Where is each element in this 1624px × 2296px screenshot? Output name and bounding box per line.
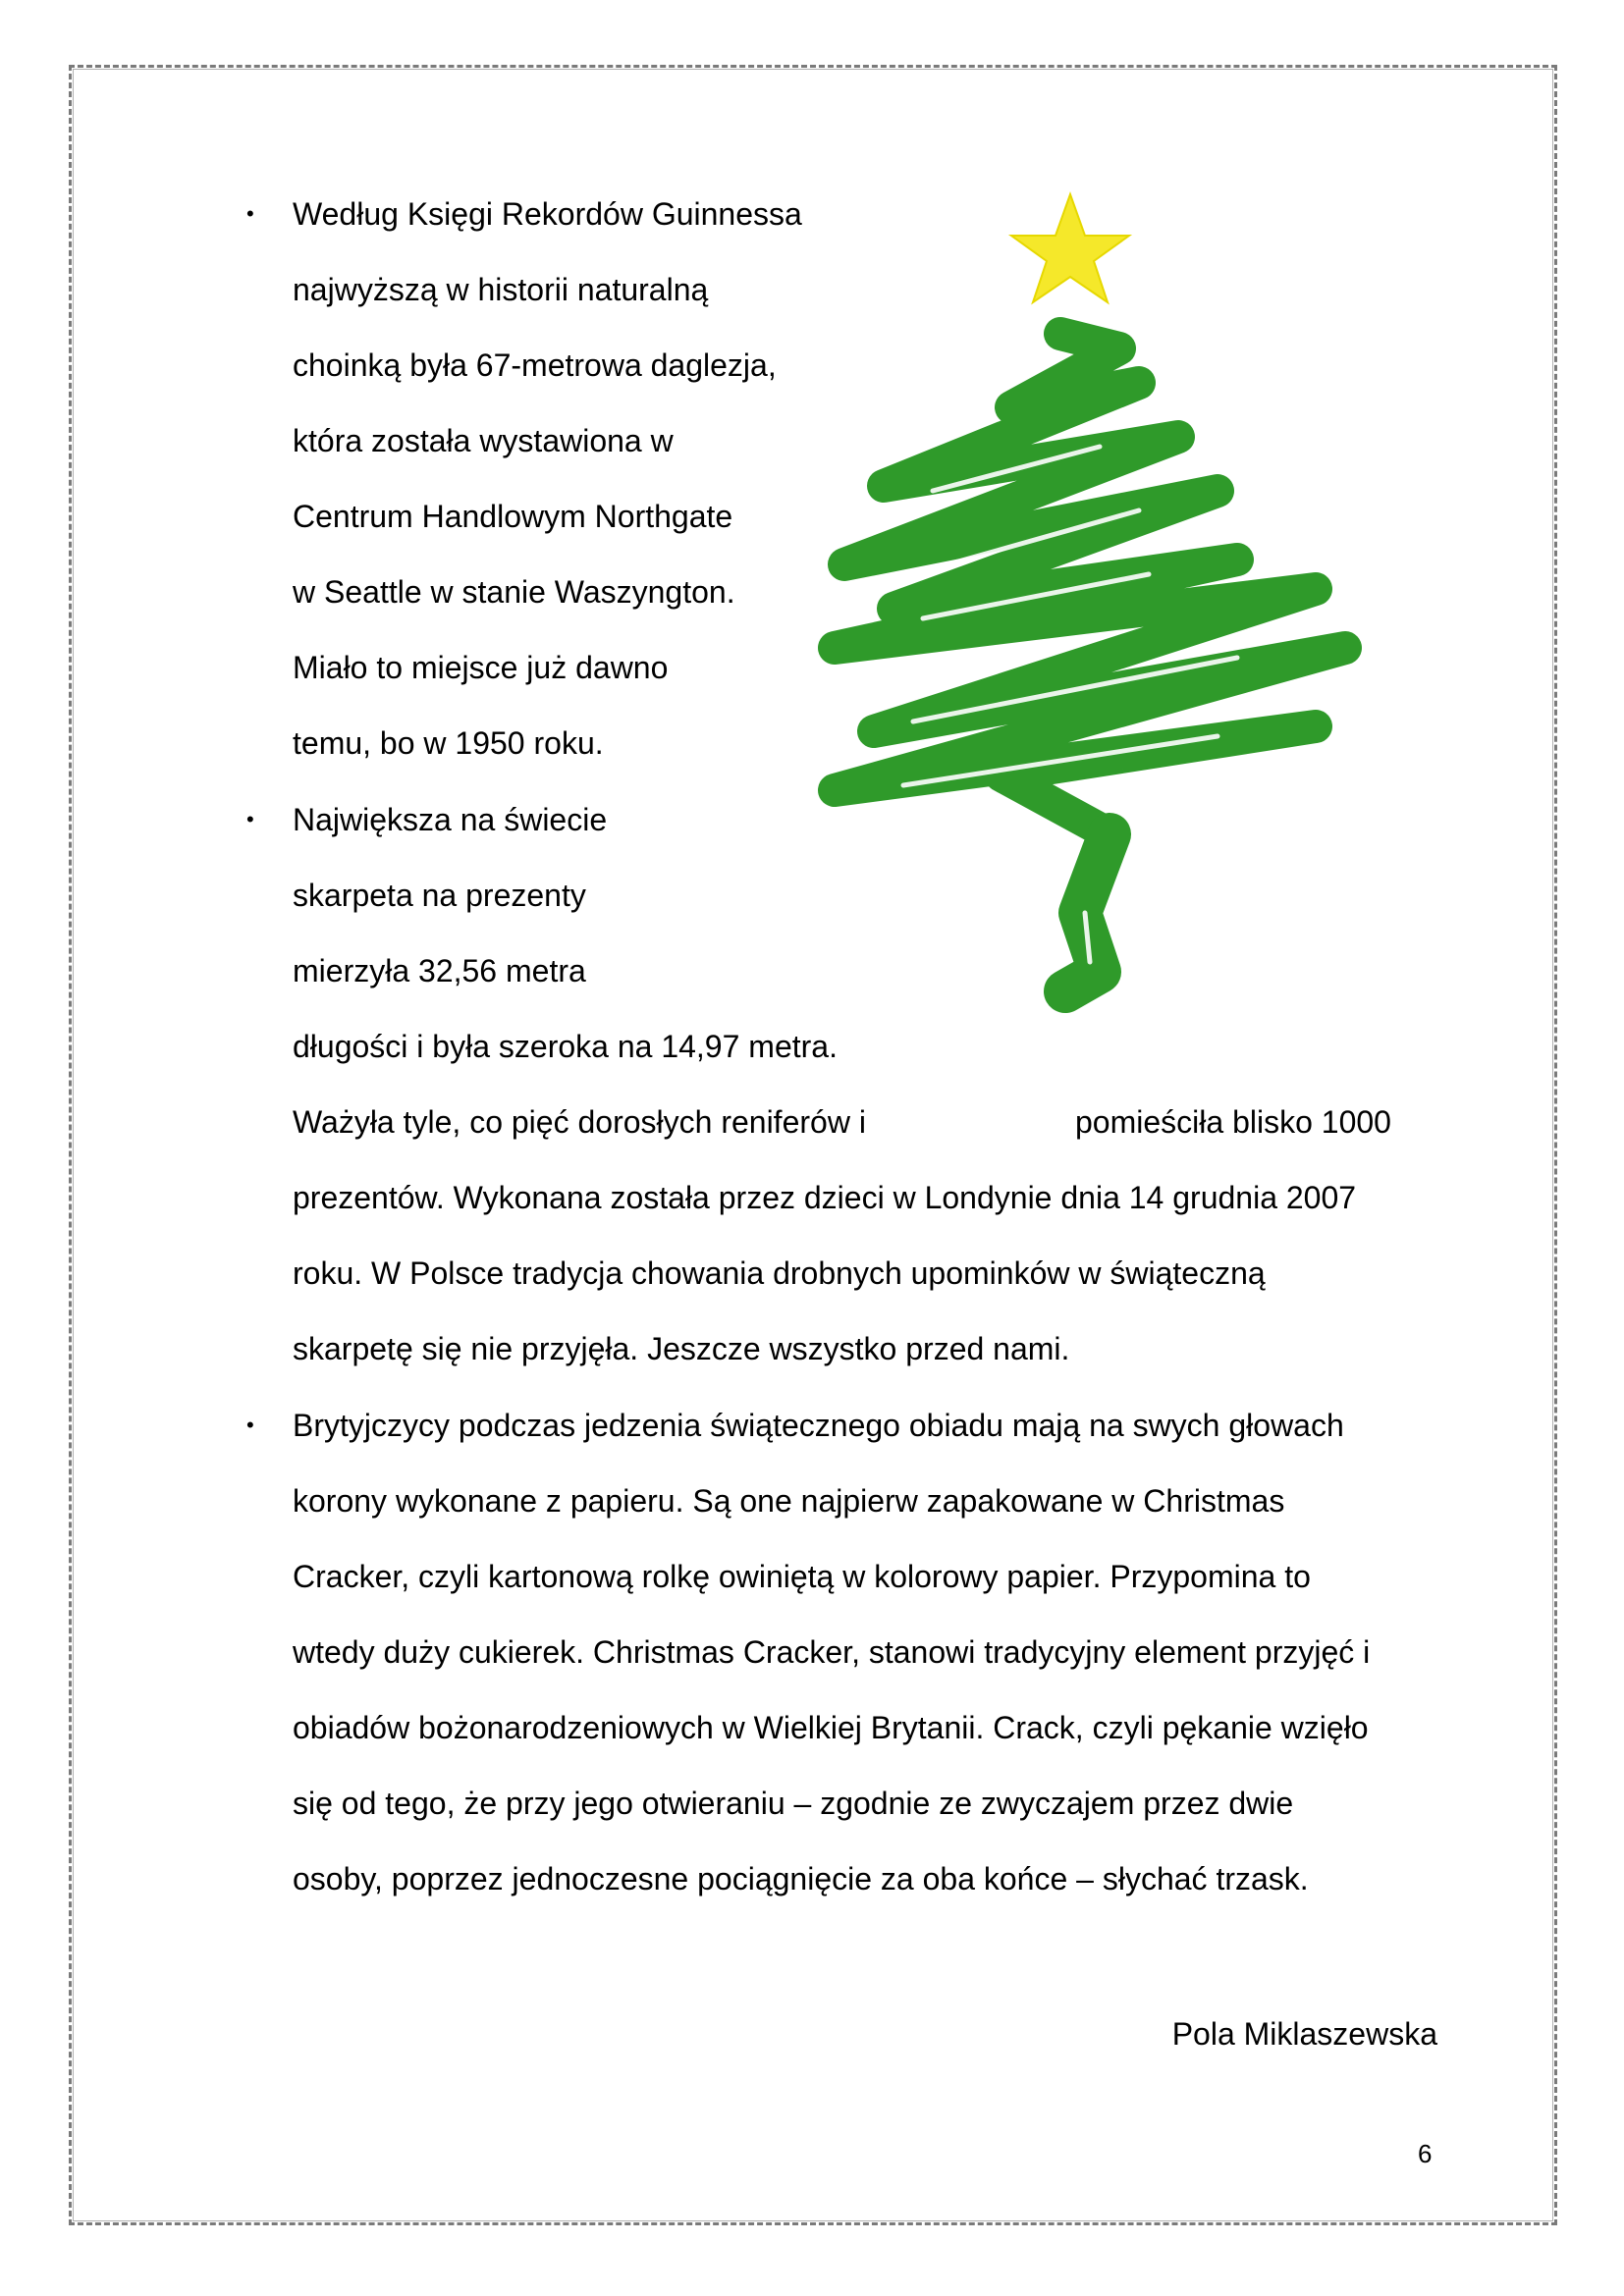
text-line: Według Księgi Rekordów Guinnessa [293, 196, 802, 232]
text-line: się od tego, że przy jego otwieraniu – zgodnie ze zwyczajem przez dwie [293, 1786, 1294, 1821]
text-line: roku. W Polsce tradycja chowania drobnych upominków w świąteczną [293, 1255, 1266, 1291]
text-line: korony wykonane z papieru. Są one najpierw zapakowane w Christmas [293, 1483, 1285, 1519]
text-line: obiadów bożonarodzeniowych w Wielkiej Brytanii. Crack, czyli pękanie wzięło [293, 1710, 1369, 1745]
christmas-tree-illustration [687, 187, 1434, 1099]
text-line: Centrum Handlowym Northgate [293, 499, 733, 534]
star-icon [1011, 194, 1129, 302]
bullet-1: • [246, 201, 254, 226]
text-line: najwyższą w historii naturalną [293, 272, 709, 307]
text-line-continuation: pomieściła blisko 1000 [1075, 1104, 1391, 1140]
text-line: Brytyjczycy podczas jedzenia świątecznego obiadu mają na swych głowach [293, 1408, 1344, 1443]
author-signature: Pola Miklaszewska [1171, 2016, 1437, 2052]
text-line: Cracker, czyli kartonową rolkę owiniętą w kolorowy papier. Przypomina to [293, 1559, 1311, 1594]
text-line: choinką była 67-metrowa daglezja, [293, 347, 777, 383]
text-line: temu, bo w 1950 roku. [293, 725, 604, 761]
bullet-3: • [246, 1413, 254, 1437]
text-line: w Seattle w stanie Waszyngton. [293, 574, 735, 610]
text-line: mierzyła 32,56 metra [293, 953, 586, 988]
text-line: wtedy duży cukierek. Christmas Cracker, stanowi tradycyjny element przyjęć i [293, 1634, 1371, 1670]
text-line: która została wystawiona w [293, 423, 674, 458]
text-line: Miało to miejsce już dawno [293, 650, 669, 685]
text-line: Ważyła tyle, co pięć dorosłych reniferów i [293, 1104, 866, 1140]
text-line: Największa na świecie [293, 802, 608, 837]
text-line: osoby, poprzez jednoczesne pociągnięcie za oba końce – słychać trzask. [293, 1861, 1309, 1896]
page-number: 6 [1418, 2139, 1433, 2168]
text-line: skarpetę się nie przyjęła. Jeszcze wszystko przed nami. [293, 1331, 1070, 1366]
text-line: prezentów. Wykonana została przez dzieci w Londynie dnia 14 grudnia 2007 [293, 1180, 1357, 1215]
text-line: długości i była szeroka na 14,97 metra. [293, 1029, 838, 1064]
text-line: skarpeta na prezenty [293, 878, 586, 913]
bullet-2: • [246, 807, 254, 831]
